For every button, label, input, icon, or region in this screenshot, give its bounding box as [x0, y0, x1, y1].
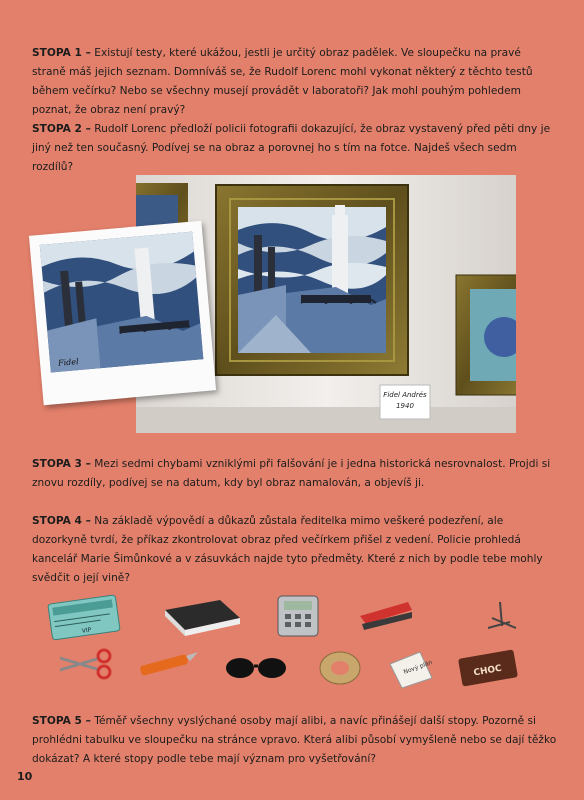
clue-4 [32, 512, 557, 588]
note-icon [390, 652, 434, 688]
clue-3 [32, 455, 557, 493]
page-number: 10 [17, 770, 33, 783]
photo-signature: Fidel [57, 357, 79, 368]
found-objects [40, 588, 540, 698]
stapler-icon [360, 602, 412, 630]
clue-2-label: STOPA 2 – [32, 123, 91, 135]
clue-5 [32, 712, 557, 769]
evidence-photo [29, 221, 216, 405]
clue-1 [32, 44, 557, 120]
scissors-icon [60, 650, 110, 678]
clue-5-label: STOPA 5 – [32, 715, 91, 727]
ticket-label: VIP [81, 626, 92, 635]
clue-1-text: Existují testy, které ukážou, jestli je určitý obraz padělek. Ve sloupečku na pravé straně máš jejich seznam. Domníváš se, že Rudolf Lorenc mohl vykonat některý z těchto testů během večírku? Nebo se všechny musejí provádět v laboratoři? Jak mohl pouhým pohledem poznat, že obraz není pravý? [32, 47, 533, 116]
found-objects-svg [40, 588, 540, 698]
clue-1-label: STOPA 1 – [32, 47, 91, 59]
clue-5-text: Téměř všechny vyslýchané osoby mají alibi, a navíc přinášejí další stopy. Pozorně si prohlédni tabulku ve sloupečku na stránce vpravo. Která alibi působí vymyšleně nebo se dají těžko dokázat? A které stopy podle tebe mají význam pro vyšetřování? [32, 715, 557, 765]
ticket-icon [48, 595, 120, 640]
chocolate-icon [458, 649, 518, 686]
clue-3-label: STOPA 3 – [32, 458, 91, 470]
clue-2-text: Rudolf Lorenc předloží policii fotografii dokazující, že obraz vystavený před pěti dny je jiný než ten současný. Podívej se na obraz a porovnej ho s tím na fotce. Najdeš všech sedm rozdílů? [32, 123, 551, 173]
note-label: Nový plán [402, 659, 434, 676]
clue-2 [32, 120, 557, 177]
tape-icon [320, 652, 360, 684]
book-icon [165, 600, 240, 636]
clue-4-label: STOPA 4 – [32, 515, 91, 527]
main-painting-frame [216, 185, 408, 375]
sunglasses-icon [226, 658, 286, 678]
plaque-year: 1940 [396, 402, 414, 410]
chocolate-label: CHOC [472, 663, 503, 679]
clue-3-text: Mezi sedmi chybami vzniklými při falšování je i jedna historická nesrovnalost. Projdi si znovu rozdíly, podívej se na datum, kdy byl obraz namalován, a objevíš ji. [32, 458, 551, 489]
box-cutter-icon [140, 652, 198, 676]
nails-icon [488, 602, 516, 628]
calculator-icon [278, 596, 318, 636]
photo-svg [29, 221, 216, 405]
clue-4-text: Na základě výpovědí a důkazů zůstala ředitelka mimo veškeré podezření, ale dozorkyně tvrdí, že příkaz zkontrolovat obraz před večírkem přišel z vedení. Policie prohledá kancelář Marie Šimůnkové a v zásuvkách najde tyto předměty. Které z nich by podle tebe mohly svědčit o její vině? [32, 515, 543, 584]
plaque-name: Fidel Andrés [383, 391, 427, 399]
